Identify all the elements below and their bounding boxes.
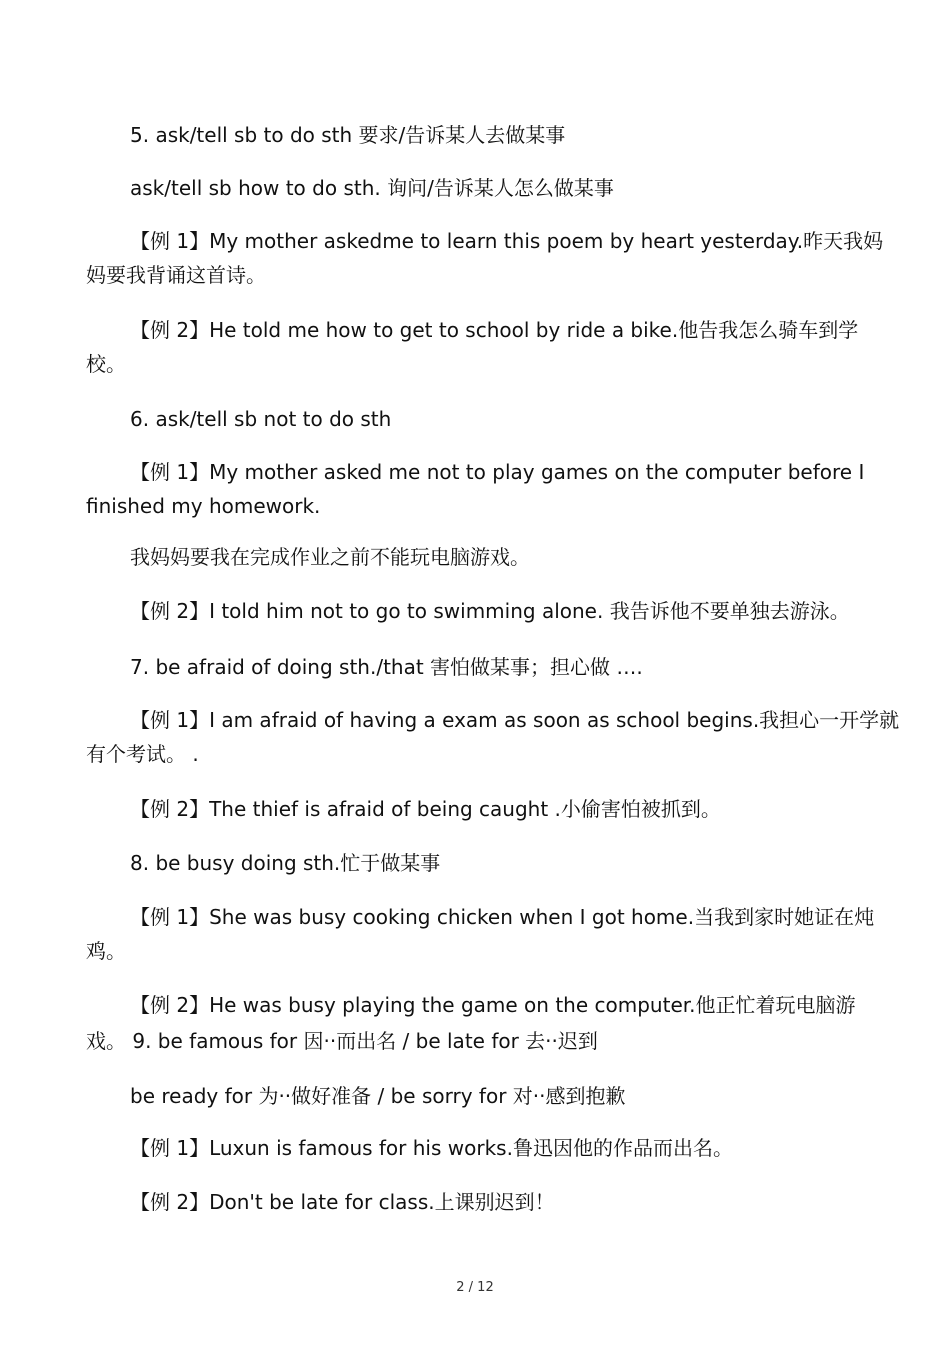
- text-line: 【例 1】I am afraid of having a exam as soon as school begins.我担心一开学就: [130, 708, 900, 732]
- text-line: 我妈妈要我在完成作业之前不能玩电脑游戏。: [130, 545, 530, 569]
- page-number: 2 / 12: [456, 1280, 494, 1295]
- text-line: 【例 2】The thief is afraid of being caught .小偷害怕被抓到。: [130, 797, 721, 821]
- text-line: 校。: [86, 352, 126, 376]
- text-line: 【例 1】My mother asked me not to play games on the computer before I: [130, 460, 865, 484]
- text-line: 【例 1】Luxun is famous for his works.鲁迅因他的作品而出名。: [130, 1136, 733, 1160]
- text-line: 妈要我背诵这首诗。: [86, 263, 266, 287]
- text-line: 鸡。: [86, 939, 126, 963]
- text-line: 【例 2】I told him not to go to swimming alone. 我告诉他不要单独去游泳。: [130, 599, 850, 623]
- text-line: 7. be afraid of doing sth./that 害怕做某事；担心做 ….: [130, 655, 643, 679]
- text-line: 【例 1】My mother askedme to learn this poem by heart yesterday.昨天我妈: [130, 229, 884, 253]
- text-line: 8. be busy doing sth.忙于做某事: [130, 851, 441, 875]
- text-line: 有个考试。 .: [86, 742, 199, 766]
- text-line: 【例 1】She was busy cooking chicken when I got home.当我到家时她证在炖: [130, 905, 875, 929]
- text-line: 【例 2】He told me how to get to school by ride a bike.他告我怎么骑车到学: [130, 318, 859, 342]
- text-line: 【例 2】He was busy playing the game on the computer.他正忙着玩电脑游: [130, 993, 856, 1017]
- text-line: 6. ask/tell sb not to do sth: [130, 407, 392, 431]
- text-line: be ready for 为··做好准备 / be sorry for 对··感到抱歉: [130, 1084, 626, 1108]
- text-line: 戏。 9. be famous for 因··而出名 / be late for 去··迟到: [86, 1029, 598, 1053]
- text-line: ask/tell sb how to do sth. 询问/告诉某人怎么做某事: [130, 176, 614, 200]
- text-line: finished my homework.: [86, 494, 321, 518]
- text-line: 5. ask/tell sb to do sth 要求/告诉某人去做某事: [130, 123, 566, 147]
- text-line: 【例 2】Don't be late for class.上课别迟到！: [130, 1190, 555, 1214]
